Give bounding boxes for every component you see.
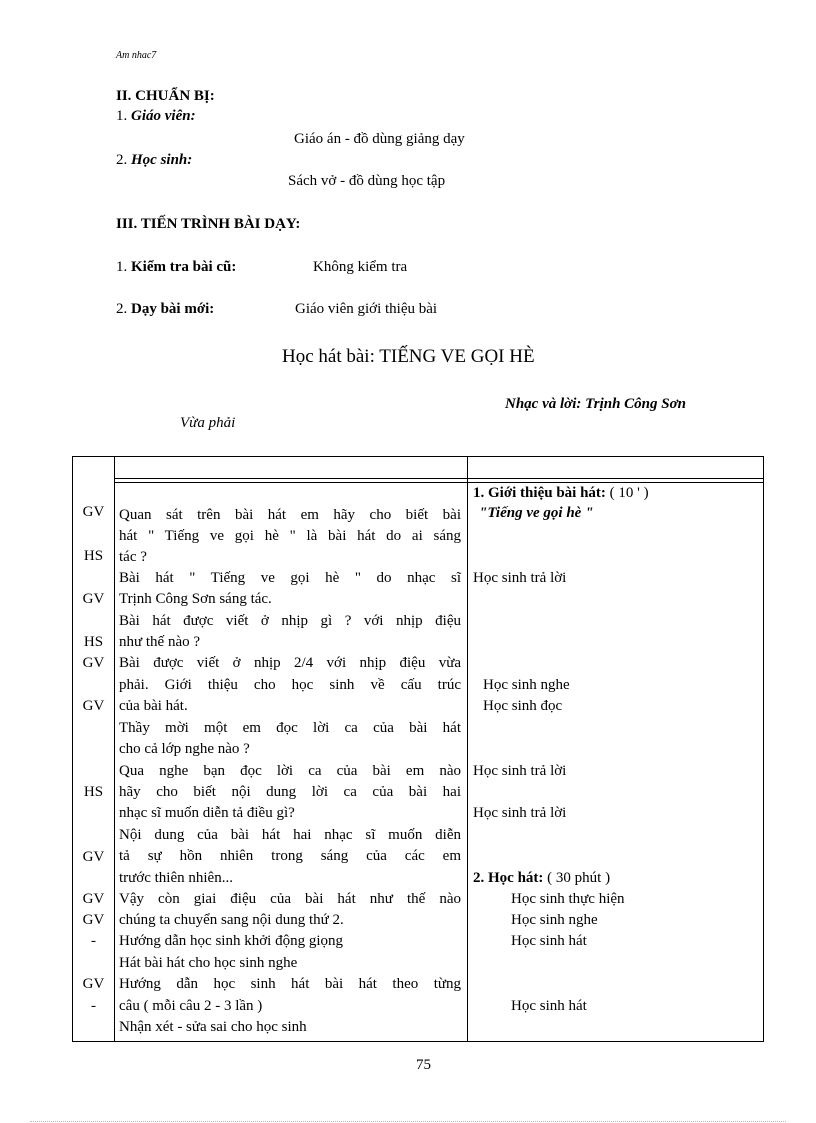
role-cell: - [91, 998, 96, 1014]
part1-time: ( 10 ' ) [605, 485, 649, 501]
check-number: 1. [116, 259, 131, 275]
new-lesson-number: 2. [116, 301, 131, 317]
activity-line: Thầy mời một em đọc lời ca của bài hát [119, 720, 461, 736]
teacher-label-row [116, 108, 196, 125]
new-lesson-label: Dạy bài mới: [131, 301, 215, 317]
teacher-content: Giáo án - đồ dùng giảng dạy [294, 131, 465, 147]
check-content: Không kiểm tra [313, 259, 408, 275]
table-header-rule [114, 478, 763, 479]
activity-line: Quan sát trên bài hát em hãy cho biết bài [119, 507, 461, 523]
activity-line: chúng ta chuyển sang nội dung thứ 2. [119, 912, 344, 928]
part2-heading: 2. Học hát: [473, 870, 544, 886]
part1-heading: 1. Giới thiệu bài hát: [473, 485, 606, 501]
content-note: Học sinh hát [511, 933, 587, 949]
part2-time: ( 30 phút ) [543, 870, 611, 886]
role-cell: HS [83, 548, 104, 564]
check-old-lesson-row [116, 259, 236, 276]
activity-line: Qua nghe bạn đọc lời ca của bài em nào [119, 763, 461, 779]
activity-line: Bài hát được viết ở nhịp gì ? với nhịp điệu [119, 613, 461, 629]
activity-line: Nhận xét - sửa sai cho học sinh [119, 1019, 307, 1035]
role-cell: GV [82, 891, 105, 907]
section-3-heading: III. TIẾN TRÌNH BÀI DẠY: [116, 216, 301, 232]
student-label-row [116, 152, 192, 169]
new-lesson-content: Giáo viên giới thiệu bài [295, 301, 438, 317]
content-note: Học sinh đọc [483, 698, 563, 714]
table-header-rule-2 [114, 482, 763, 483]
content-note: Học sinh hát [511, 998, 587, 1014]
student-number: 2. [116, 152, 131, 168]
activity-line: Nội dung của bài hát hai nhạc sĩ muốn diễn [119, 827, 461, 843]
teacher-label: Giáo viên: [131, 108, 196, 124]
role-cell: GV [82, 698, 105, 714]
activity-line: hát " Tiếng ve gọi hè " là bài hát do ai sáng [119, 528, 461, 544]
activity-line: Bài được viết ở nhịp 2/4 với nhịp điệu vừa [119, 655, 461, 671]
page-number: 75 [416, 1057, 431, 1073]
part1-song-name: "Tiếng ve gọi hè " [479, 505, 594, 521]
activity-line: cho cả lớp nghe nào ? [119, 741, 250, 757]
table-divider-2 [467, 457, 468, 1041]
teacher-number: 1. [116, 108, 131, 124]
part2-heading-row [473, 870, 610, 886]
role-cell: GV [82, 912, 105, 928]
content-note: Học sinh trả lời [473, 763, 567, 779]
content-note: Học sinh trả lời [473, 570, 567, 586]
song-tempo: Vừa phải [180, 415, 236, 431]
part1-heading-row [473, 485, 649, 501]
role-cell: HS [83, 784, 104, 800]
section-2-heading: II. CHUẨN BỊ: [116, 88, 215, 104]
activity-line: như thế nào ? [119, 634, 201, 650]
activity-line: của bài hát. [119, 698, 188, 714]
activity-line: hãy cho biết nội dung lời ca của bài hai [119, 784, 461, 800]
song-title: Học hát bài: TIẾNG VE GỌI HÈ [282, 346, 535, 367]
document-header: Am nhac7 [116, 50, 157, 61]
song-composer: Nhạc và lời: Trịnh Công Sơn [505, 396, 686, 412]
lesson-table [72, 456, 764, 1042]
role-cell: GV [82, 849, 105, 865]
activity-line: trước thiên nhiên... [119, 870, 233, 886]
activity-line: tả sự hồn nhiên trong sáng của các em [119, 848, 461, 864]
check-label: Kiểm tra bài cũ: [131, 259, 237, 275]
role-cell: HS [83, 634, 104, 650]
content-note: Học sinh nghe [483, 677, 570, 693]
table-divider-1 [114, 457, 115, 1041]
page-bottom-rule [30, 1121, 786, 1122]
content-note: Học sinh nghe [511, 912, 598, 928]
content-note: Học sinh thực hiện [511, 891, 625, 907]
content-note: Học sinh trả lời [473, 805, 567, 821]
activity-line: câu ( mỗi câu 2 - 3 lần ) [119, 998, 263, 1014]
activity-line: Hướng dẫn học sinh khởi động giọng [119, 933, 343, 949]
activity-line: tác ? [119, 549, 147, 565]
role-cell: GV [82, 504, 105, 520]
role-cell: GV [82, 591, 105, 607]
student-label: Học sinh: [131, 152, 193, 168]
student-content: Sách vở - đồ dùng học tập [288, 173, 446, 189]
role-cell: - [91, 933, 96, 949]
activity-line: nhạc sĩ muốn diễn tả điều gì? [119, 805, 295, 821]
activity-line: Hát bài hát cho học sinh nghe [119, 955, 298, 971]
new-lesson-row [116, 301, 214, 318]
activity-line: Bài hát " Tiếng ve gọi hè " do nhạc sĩ [119, 570, 461, 586]
role-cell: GV [82, 976, 105, 992]
role-cell: GV [82, 655, 105, 671]
activity-line: Hướng dẫn học sinh hát bài hát theo từng [119, 976, 461, 992]
activity-line: Trịnh Công Sơn sáng tác. [119, 591, 272, 607]
activity-line: Vậy còn giai điệu của bài hát như thế nào [119, 891, 461, 907]
activity-line: phải. Giới thiệu cho học sinh về cấu trúc [119, 677, 461, 693]
